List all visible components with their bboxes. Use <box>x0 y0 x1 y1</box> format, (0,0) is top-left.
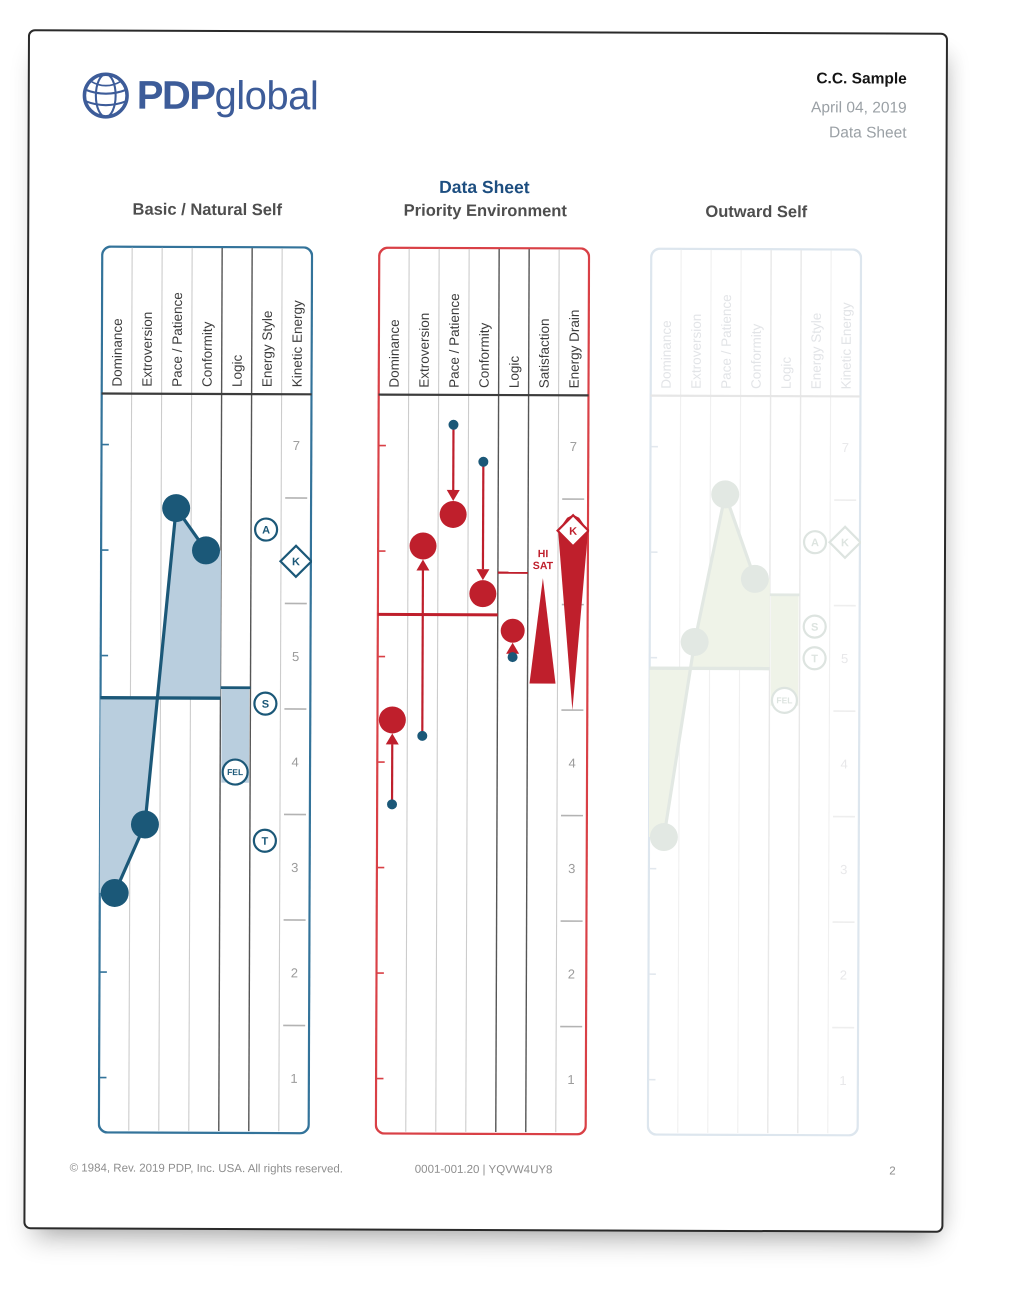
report-doc-type: Data Sheet <box>829 124 907 142</box>
priority-environment-chart <box>375 247 590 1136</box>
pdp-global-logo <box>80 69 319 122</box>
trait-point <box>192 536 220 564</box>
trait-point <box>711 480 739 508</box>
trait-point <box>741 565 769 593</box>
scale-number: 5 <box>291 648 300 664</box>
column-label: Pace / Patience <box>169 292 185 387</box>
column-label: Dominance <box>386 319 402 388</box>
hi-sat-label: HI <box>537 548 549 561</box>
energy-style-label: S <box>811 621 819 634</box>
column-label: Energy Drain <box>566 309 582 389</box>
scale-number: 7 <box>292 437 301 453</box>
scale-number: 4 <box>568 755 576 771</box>
column-label: Extroversion <box>139 311 155 387</box>
scale-number: 7 <box>841 440 850 456</box>
trait-point <box>101 879 129 907</box>
header-separator <box>379 395 589 396</box>
scale-number: 5 <box>840 651 849 667</box>
trait-point <box>162 494 190 522</box>
globe-icon <box>80 69 132 121</box>
priority-point <box>440 501 467 528</box>
shift-arrow-line <box>422 570 423 735</box>
footer-serial: 0001-001.20 | YQVW4UY8 <box>414 1163 553 1177</box>
kinetic-k-label: K <box>291 556 300 569</box>
priority-point <box>409 532 436 559</box>
report-date: April 04, 2019 <box>811 99 907 117</box>
scale-number: 2 <box>567 966 576 982</box>
report-header <box>811 70 907 145</box>
trait-point <box>131 810 159 838</box>
column-label: Logic <box>229 354 245 388</box>
column-label: Kinetic Energy <box>838 302 854 390</box>
column-label: Extroversion <box>688 313 704 389</box>
fel-label: FEL <box>776 695 793 706</box>
priority-point <box>379 706 406 733</box>
scale-number: 3 <box>291 859 299 875</box>
brand-pdp: PDP <box>136 73 215 118</box>
brand-global: global <box>214 73 319 118</box>
header-separator <box>651 396 861 397</box>
column-label: Conformity <box>476 322 492 389</box>
column-label: Pace / Patience <box>446 293 462 388</box>
natural-reference-dot <box>387 799 397 809</box>
document-page <box>23 29 948 1233</box>
column-label: Conformity <box>199 321 215 387</box>
column-label: Extroversion <box>416 312 432 388</box>
scale-number: 1 <box>567 1072 575 1088</box>
column-label: Logic <box>778 356 794 390</box>
column-label: Energy Style <box>808 312 824 390</box>
energy-style-label: A <box>811 537 820 550</box>
column-label: Conformity <box>748 323 764 390</box>
kinetic-k-label: K <box>841 537 850 550</box>
energy-style-label: T <box>811 653 818 666</box>
column-label: Dominance <box>658 320 674 389</box>
scale-number: 1 <box>290 1070 298 1086</box>
column-label: Pace / Patience <box>718 294 734 389</box>
natural-reference-dot <box>448 420 458 430</box>
hi-sat-label: SAT <box>532 560 554 573</box>
scale-number: 3 <box>568 861 576 877</box>
column-label: Satisfaction <box>536 318 552 389</box>
column-label: Logic <box>506 355 522 389</box>
page-title: Data Sheet <box>439 176 530 198</box>
fel-label: FEL <box>227 767 244 778</box>
energy-style-label: A <box>262 524 271 537</box>
chart-title-priority-environment: Priority Environment <box>403 201 567 221</box>
trait-point <box>650 823 678 851</box>
priority-point <box>501 619 525 643</box>
basic-natural-self-chart <box>98 246 313 1135</box>
scale-number: 4 <box>840 756 848 772</box>
footer-copyright: © 1984, Rev. 2019 PDP, Inc. USA. All rights reserved. <box>69 1162 343 1176</box>
chart-title-basic-natural-self: Basic / Natural Self <box>132 200 283 220</box>
header-separator <box>102 394 312 395</box>
kinetic-k-label: K <box>569 525 578 538</box>
scale-number: 7 <box>569 439 578 455</box>
trait-point <box>681 628 709 656</box>
chart-title-outward-self: Outward Self <box>705 202 808 222</box>
natural-reference-dot <box>508 652 518 662</box>
column-label: Kinetic Energy <box>289 300 305 388</box>
natural-reference-dot <box>417 731 427 741</box>
scale-number: 2 <box>290 965 299 981</box>
priority-point <box>469 580 496 607</box>
scale-number: 2 <box>839 967 848 983</box>
energy-style-label: S <box>261 698 270 711</box>
footer-page-number: 2 <box>889 1165 896 1178</box>
outward-self-chart <box>647 248 862 1137</box>
person-name: C.C. Sample <box>816 70 907 88</box>
scale-number: 3 <box>840 862 848 878</box>
natural-reference-dot <box>478 457 488 467</box>
column-label: Energy Style <box>259 310 275 388</box>
column-label: Dominance <box>109 318 125 387</box>
scale-number: 1 <box>839 1073 847 1089</box>
energy-style-label: T <box>261 835 269 848</box>
scale-number: 4 <box>291 754 299 770</box>
